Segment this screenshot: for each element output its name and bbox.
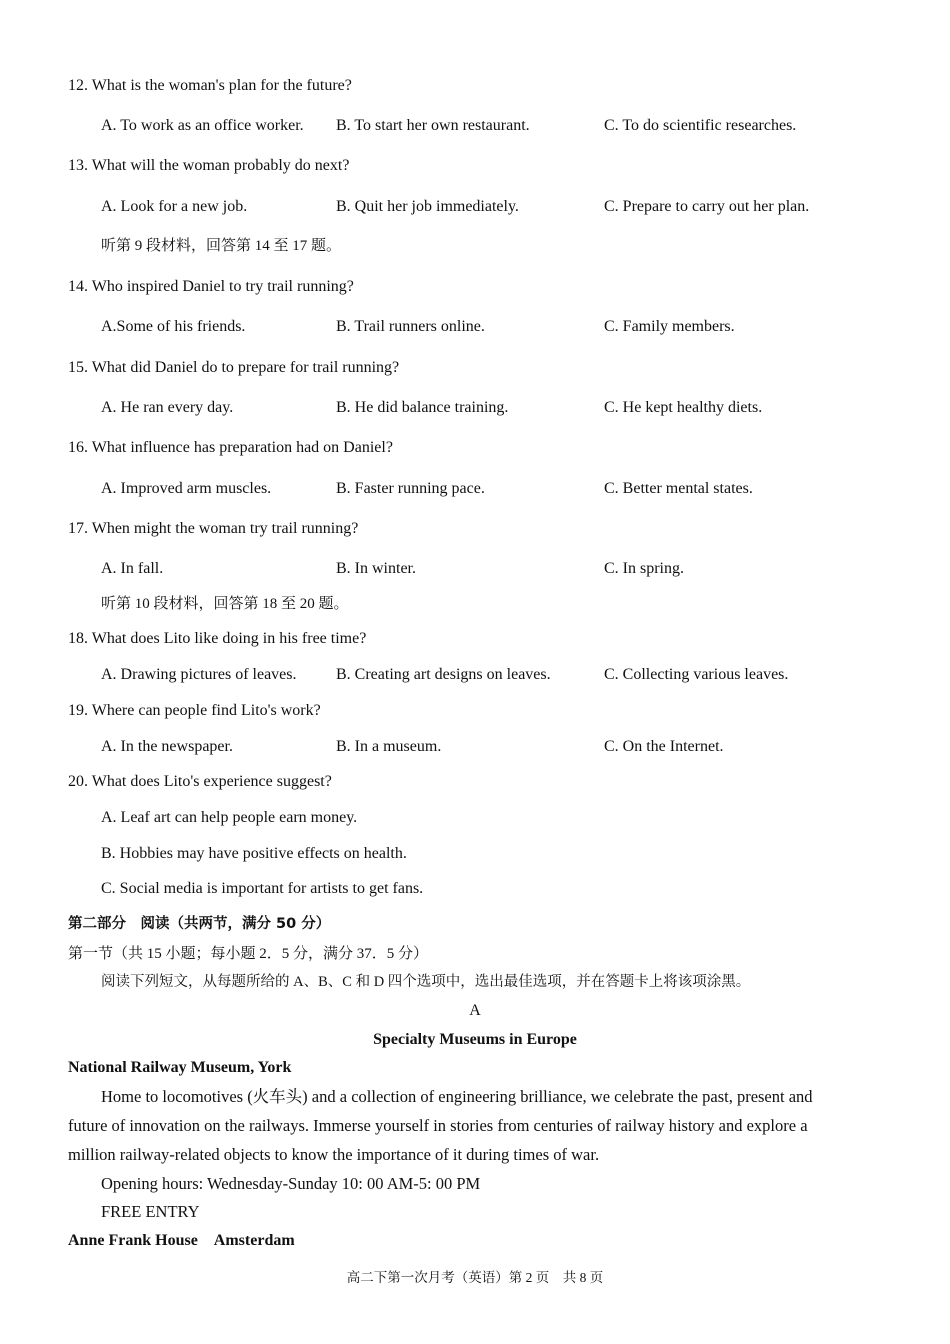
option-b: B. Quit her job immediately. (336, 198, 519, 215)
option-b: B. Trail runners online. (336, 318, 485, 335)
section-instruction: 听第 9 段材料，回答第 14 至 17 题。 (101, 238, 342, 254)
option-a: A. Leaf art can help people earn money. (101, 809, 358, 826)
part-title: 第二部分 阅读（共两节，满分 50 分） (68, 916, 331, 932)
question-stem: 12. What is the woman's plan for the future? (68, 77, 352, 94)
entry-info: FREE ENTRY (101, 1202, 200, 1221)
question-stem: 17. When might the woman try trail running? (68, 520, 359, 537)
section-title: 第一节（共 15 小题；每小题 2．5 分，满分 37．5 分） (68, 946, 429, 962)
option-a: A. In fall. (101, 560, 164, 577)
museum-name: Anne Frank House Amsterdam (68, 1232, 295, 1249)
reading-instructions: 阅读下列短文，从每题所给的 A、B、C 和 D 四个选项中，选出最佳选项，并在答题卡上将该项涂黑。 (101, 974, 751, 990)
museum-name: National Railway Museum, York (68, 1059, 292, 1076)
option-a: A. Look for a new job. (101, 198, 248, 215)
option-a: A. Improved arm muscles. (101, 480, 272, 497)
paragraph-line: Home to locomotives (火车头) and a collection of engineering brilliance, we celebrate the past, present and (101, 1087, 813, 1106)
passage-letter: A (469, 1002, 481, 1019)
option-a: A.Some of his friends. (101, 318, 246, 335)
option-b: B. To start her own restaurant. (336, 117, 530, 134)
option-a: A. Drawing pictures of leaves. (101, 666, 297, 683)
question-stem: 15. What did Daniel do to prepare for trail running? (68, 359, 400, 376)
option-c: C. Collecting various leaves. (604, 666, 789, 683)
question-stem: 16. What influence has preparation had on Daniel? (68, 439, 393, 456)
question-stem: 19. Where can people find Lito's work? (68, 702, 321, 719)
option-b: B. In winter. (336, 560, 416, 577)
question-stem: 14. Who inspired Daniel to try trail running? (68, 278, 354, 295)
option-b: B. In a museum. (336, 738, 442, 755)
option-c: C. Family members. (604, 318, 735, 335)
page-footer: 高二下第一次月考（英语）第 2 页 共 8 页 (346, 1270, 604, 1285)
option-a: A. He ran every day. (101, 399, 234, 416)
question-stem: 18. What does Lito like doing in his free time? (68, 630, 367, 647)
option-c: C. In spring. (604, 560, 684, 577)
option-c: C. Better mental states. (604, 480, 753, 497)
question-stem: 20. What does Lito's experience suggest? (68, 773, 332, 790)
option-c: C. Prepare to carry out her plan. (604, 198, 810, 215)
opening-hours: Opening hours: Wednesday-Sunday 10: 00 AM-5: 00 PM (101, 1174, 481, 1193)
paragraph-line: future of innovation on the railways. Immerse yourself in stories from centuries of railway history and explore a (68, 1116, 808, 1135)
option-c: C. Social media is important for artists to get fans. (101, 880, 424, 897)
passage-title: Specialty Museums in Europe (373, 1031, 577, 1048)
option-b: B. Hobbies may have positive effects on health. (101, 845, 407, 862)
option-c: C. On the Internet. (604, 738, 724, 755)
question-stem: 13. What will the woman probably do next? (68, 157, 350, 174)
option-a: A. In the newspaper. (101, 738, 233, 755)
section-instruction: 听第 10 段材料，回答第 18 至 20 题。 (101, 596, 349, 612)
paragraph-line: million railway-related objects to know the importance of it during times of war. (68, 1145, 600, 1164)
option-b: B. Faster running pace. (336, 480, 485, 497)
option-b: B. Creating art designs on leaves. (336, 666, 551, 683)
option-c: C. He kept healthy diets. (604, 399, 763, 416)
option-b: B. He did balance training. (336, 399, 509, 416)
option-c: C. To do scientific researches. (604, 117, 797, 134)
option-a: A. To work as an office worker. (101, 117, 304, 134)
